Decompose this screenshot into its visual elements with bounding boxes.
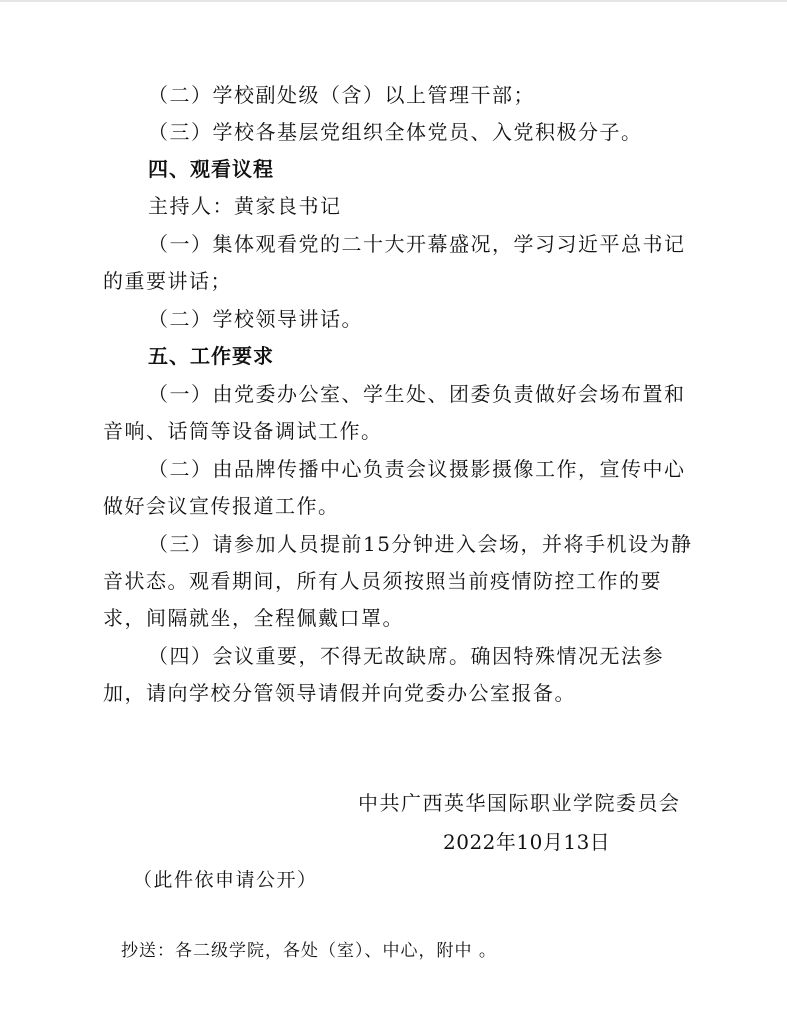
list-item-management-cadres: （二）学校副处级（含）以上管理干部； [148,83,535,107]
signature-organization: 中共广西英华国际职业学院委员会 [358,791,681,815]
page-top-edge [0,0,787,2]
agenda-item-leader-speech: （二）学校领导讲话。 [148,307,363,331]
requirement-photography: （二）由品牌传播中心负责会议摄影摄像工作，宣传中心做好会议宣传报道工作。 [103,457,686,518]
requirement-venue-setup: （一）由党委办公室、学生处、团委负责做好会场布置和音响、话筒等设备调试工作。 [103,382,686,443]
list-item-party-members: （三）学校各基层党组织全体党员、入党积极分子。 [148,120,643,144]
signature-date: 2022年10月13日 [443,830,611,854]
section-heading-requirements: 五、工作要求 [148,344,274,368]
requirement-no-absence: （四）会议重要，不得无故缺席。确因特殊情况无法参加，请向学校分管领导请假并向党委办公室报备。 [103,644,664,705]
agenda-item-watch-opening: （一）集体观看党的二十大开幕盛况，学习习近平总书记的重要讲话； [103,232,686,293]
cc-line: 抄送：各二级学院，各处（室）、中心，附中 。 [121,941,497,961]
section-heading-agenda: 四、观看议程 [148,157,274,181]
requirement-attendance-rules: （三）请参加人员提前15分钟进入会场，并将手机设为静音状态。观看期间，所有人员须按照当前疫情防控工作的要求，间隔就坐，全程佩戴口罩。 [103,532,693,630]
disclosure-note: （此件依申请公开） [133,869,318,891]
host-line: 主持人：黄家良书记 [148,194,342,218]
